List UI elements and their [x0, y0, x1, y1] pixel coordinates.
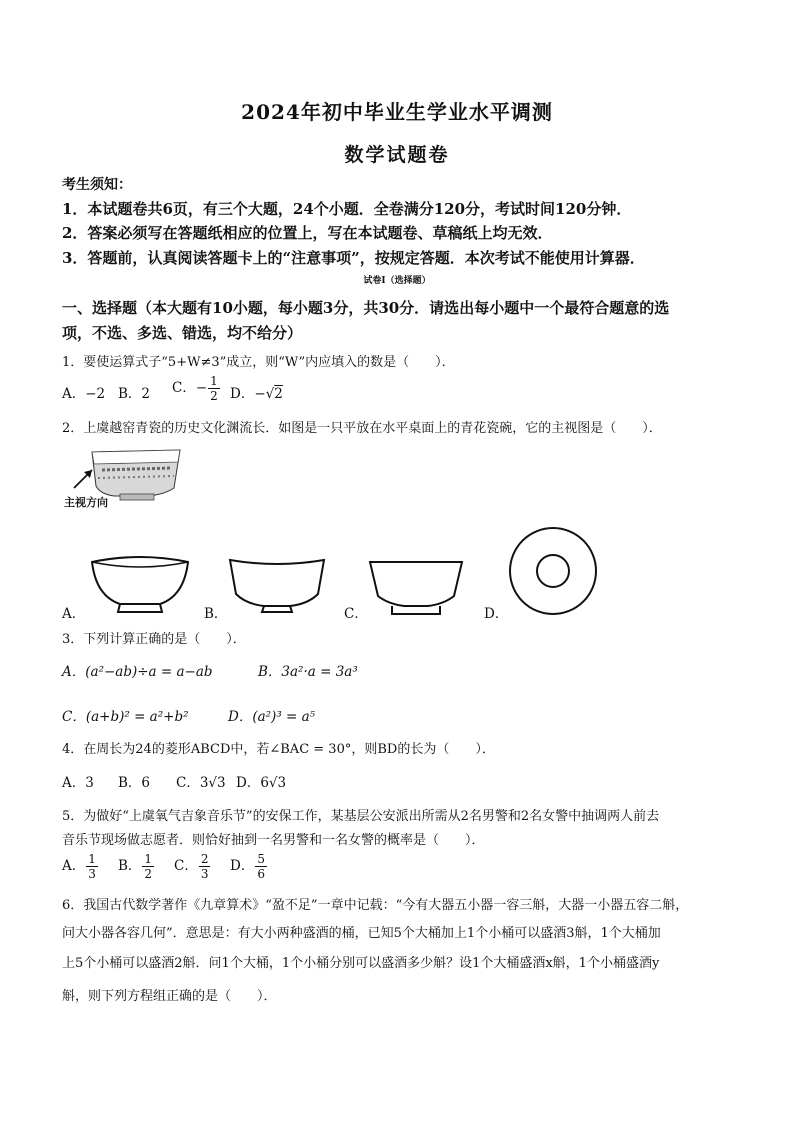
q3-option-b: B．3a²·a = 3a³	[258, 664, 358, 680]
q2-option-a-label[interactable]: A．	[62, 606, 86, 622]
notice-heading: 考生须知：	[62, 177, 132, 193]
q1-option-b: B．2	[118, 386, 151, 402]
q4-option-b: B．6	[118, 775, 151, 791]
page-subtitle: 数学试题卷	[344, 144, 450, 166]
q2-option-c-figure	[368, 560, 464, 616]
q2-option-d-label[interactable]: D．	[484, 606, 509, 622]
q5-option-b: B． $\frac{1}{2}$	[118, 852, 153, 881]
section1-line2: 项，不选、多选、错选，均不给分）	[62, 324, 303, 342]
q1-option-d: D．−√2	[230, 386, 283, 402]
q5-option-a: A． $\frac{1}{3}$	[62, 852, 96, 881]
q4-option-a: A．3	[62, 775, 94, 791]
q2-option-b-figure	[228, 556, 326, 616]
q5-option-c: C． $\frac{2}{3}$	[174, 852, 209, 881]
q2-option-c-label[interactable]: C．	[344, 606, 368, 622]
q4-stem: 4．在周长为24的菱形ABCD中，若∠BAC = 30°，则BD的长为（ ）．	[62, 742, 495, 757]
notice-item-3: 3．答题前，认真阅读答题卡上的“注意事项”，按规定答题．本次考试不能使用计算器．	[62, 249, 645, 267]
notice-item-1: 1．本试题卷共6页，有三个大题，24个小题．全卷满分120分，考试时间120分钟．	[62, 200, 632, 218]
q2-option-a-figure	[90, 556, 190, 616]
q3-option-c: C．(a+b)² = a²+b²	[62, 709, 189, 725]
q3-stem: 3．下列计算正确的是（ ）．	[62, 632, 246, 647]
part-title: 试卷Ⅰ（选择题）	[363, 276, 431, 286]
q1-option-c: C．− $\frac{1}{2}$	[172, 374, 218, 403]
photo-caption: 主视方向	[64, 496, 108, 509]
q4-option-d: D．6√3	[236, 775, 287, 791]
q3-option-a: A．(a²−ab)÷a = a−ab	[62, 664, 213, 680]
q1-stem: 1．要使运算式子“5+W≠3”成立，则“W”内应填入的数是（ ）．	[62, 355, 455, 370]
q2-stem: 2．上虞越窑青瓷的历史文化渊流长．如图是一只平放在水平桌面上的青花瓷碗，它的主视图是（ ）．	[62, 421, 662, 436]
q4-option-c: C．3√3	[176, 775, 226, 791]
q6-line2: 问大小器各容几何”．意思是：有大小两种盛酒的桶，已知5个大桶加上1个小桶可以盛酒3斛，1个大桶加	[62, 926, 661, 941]
q6-line1: 6．我国古代数学著作《九章算术》“盈不足”一章中记载：“今有大器五小器一容三斛，大器一小器五容二斛，	[62, 898, 689, 913]
q2-option-b-label[interactable]: B．	[204, 606, 228, 622]
q2-option-d-figure	[508, 526, 598, 616]
q5-option-d: D． $\frac{5}{6}$	[230, 852, 265, 881]
q3-option-d: D．(a²)³ = a⁵	[228, 709, 316, 725]
q6-line4: 斛，则下列方程组正确的是（ ）．	[62, 989, 277, 1004]
page-title: 2024年初中毕业生学业水平调测	[241, 100, 553, 124]
q1-option-a: A．−2	[62, 386, 106, 402]
q5-stem-line1: 5．为做好“上虞氧气吉象音乐节”的安保工作，某基层公安派出所需从2名男警和2名女警中抽调两人前去	[62, 809, 660, 824]
section1-line1: 一、选择题（本大题有10小题，每小题3分，共30分．请选出每小题中一个最符合题意的选	[62, 299, 670, 317]
q5-stem-line2: 音乐节现场做志愿者．则恰好抽到一名男警和一名女警的概率是（ ）．	[62, 833, 485, 848]
notice-item-2: 2．答案必须写在答题纸相应的位置上，写在本试题卷、草稿纸上均无效．	[62, 224, 553, 242]
q6-line3: 上5个小桶可以盛酒2斛．问1个大桶，1个小桶分别可以盛酒多少斛？设1个大桶盛酒x斛，1个小桶盛酒y	[62, 956, 660, 971]
